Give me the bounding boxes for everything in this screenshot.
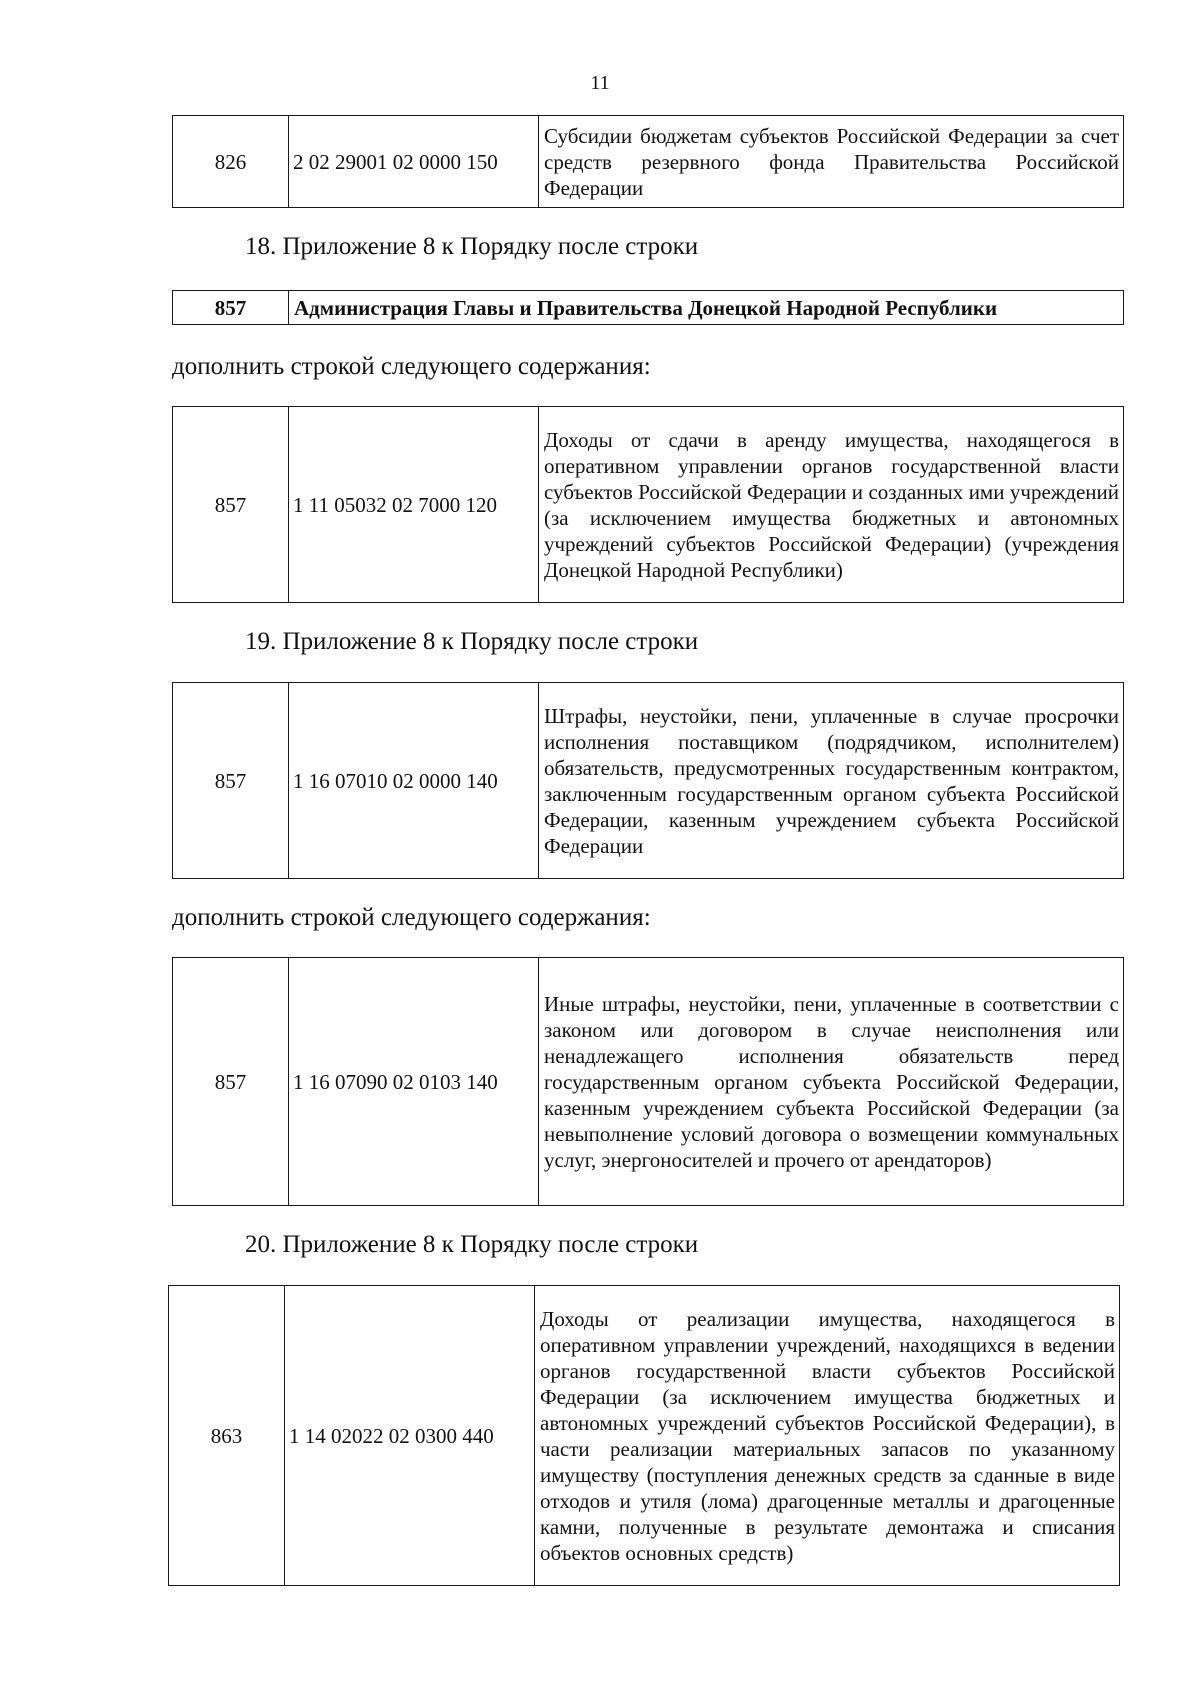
section-19-heading: 19. Приложение 8 к Порядку после строки bbox=[245, 628, 699, 655]
admin-code-cell: 857 bbox=[173, 407, 289, 603]
admin-code-cell: 857 bbox=[173, 683, 289, 879]
table-row bbox=[173, 407, 1124, 603]
table-top bbox=[172, 115, 1124, 208]
admin-code-cell: 857 bbox=[173, 958, 289, 1206]
section-20-existing-table bbox=[168, 1285, 1120, 1586]
kbk-code-cell: 1 16 07090 02 0103 140 bbox=[289, 958, 539, 1206]
section-18-supplement-text: дополнить строкой следующего содержания: bbox=[172, 353, 651, 380]
revenue-table bbox=[168, 1285, 1120, 1586]
admin-name-cell: Администрация Главы и Правительства Донецкой Народной Республики bbox=[289, 291, 1124, 325]
revenue-table bbox=[172, 682, 1124, 879]
section-18-new-table bbox=[172, 406, 1124, 603]
revenue-name-cell: Субсидии бюджетам субъектов Российской Федерации за счет средств резервного фонда Правительства Российской Федерации bbox=[539, 116, 1124, 208]
admin-code-cell: 826 bbox=[173, 116, 289, 208]
table-row bbox=[173, 683, 1124, 879]
section-19-new-table bbox=[172, 957, 1124, 1206]
revenue-name-cell: Штрафы, неустойки, пени, уплаченные в случае просрочки исполнения поставщиком (подрядчиком, исполнителем) обязательств, предусмотренных государственным контрактом, заключенным государственным органом субъекта Российской Федерации, казенным учреждением субъекта Российской Федерации bbox=[539, 683, 1124, 879]
admin-header-table bbox=[172, 290, 1124, 325]
kbk-code-cell: 2 02 29001 02 0000 150 bbox=[289, 116, 539, 208]
revenue-name-cell: Доходы от реализации имущества, находящегося в оперативном управлении учреждений, находящихся в ведении органов государственной власти субъектов Российской Федерации (за исключением имущества бюджетных и автономных учреждений субъектов Российской Федерации), в части реализации материальных запасов по указанному имуществу (поступления денежных средств за сданные в виде отходов и утиля (лома) драгоценные металлы и драгоценные камни, полученные в результате демонтажа и списания объектов основных средств) bbox=[535, 1286, 1120, 1586]
kbk-code-cell: 1 14 02022 02 0300 440 bbox=[285, 1286, 535, 1586]
section-18-header-table bbox=[172, 290, 1124, 325]
revenue-table bbox=[172, 957, 1124, 1206]
section-18-heading: 18. Приложение 8 к Порядку после строки bbox=[245, 233, 699, 260]
kbk-code-cell: 1 11 05032 02 7000 120 bbox=[289, 407, 539, 603]
table-row bbox=[173, 291, 1124, 325]
section-19-existing-table bbox=[172, 682, 1124, 879]
revenue-table bbox=[172, 115, 1124, 208]
page-number: 11 bbox=[590, 72, 610, 94]
admin-code-cell: 863 bbox=[169, 1286, 285, 1586]
kbk-code-cell: 1 16 07010 02 0000 140 bbox=[289, 683, 539, 879]
table-row bbox=[173, 958, 1124, 1206]
table-row bbox=[173, 116, 1124, 208]
admin-code-cell: 857 bbox=[173, 291, 289, 325]
table-row bbox=[169, 1286, 1120, 1586]
section-19-supplement-text: дополнить строкой следующего содержания: bbox=[172, 904, 651, 931]
revenue-name-cell: Доходы от сдачи в аренду имущества, находящегося в оперативном управлении органов государственной власти субъектов Российской Федерации и созданных ими учреждений (за исключением имущества бюджетных и автономных учреждений субъектов Российской Федерации) (учреждения Донецкой Народной Республики) bbox=[539, 407, 1124, 603]
revenue-table bbox=[172, 406, 1124, 603]
revenue-name-cell: Иные штрафы, неустойки, пени, уплаченные в соответствии с законом или договором в случае неисполнения или ненадлежащего исполнения обязательств перед государственным органом субъекта Российской Федерации, казенным учреждением субъекта Российской Федерации (за невыполнение условий договора о возмещении коммунальных услуг, энергоносителей и прочего от арендаторов) bbox=[539, 958, 1124, 1206]
section-20-heading: 20. Приложение 8 к Порядку после строки bbox=[245, 1231, 699, 1258]
